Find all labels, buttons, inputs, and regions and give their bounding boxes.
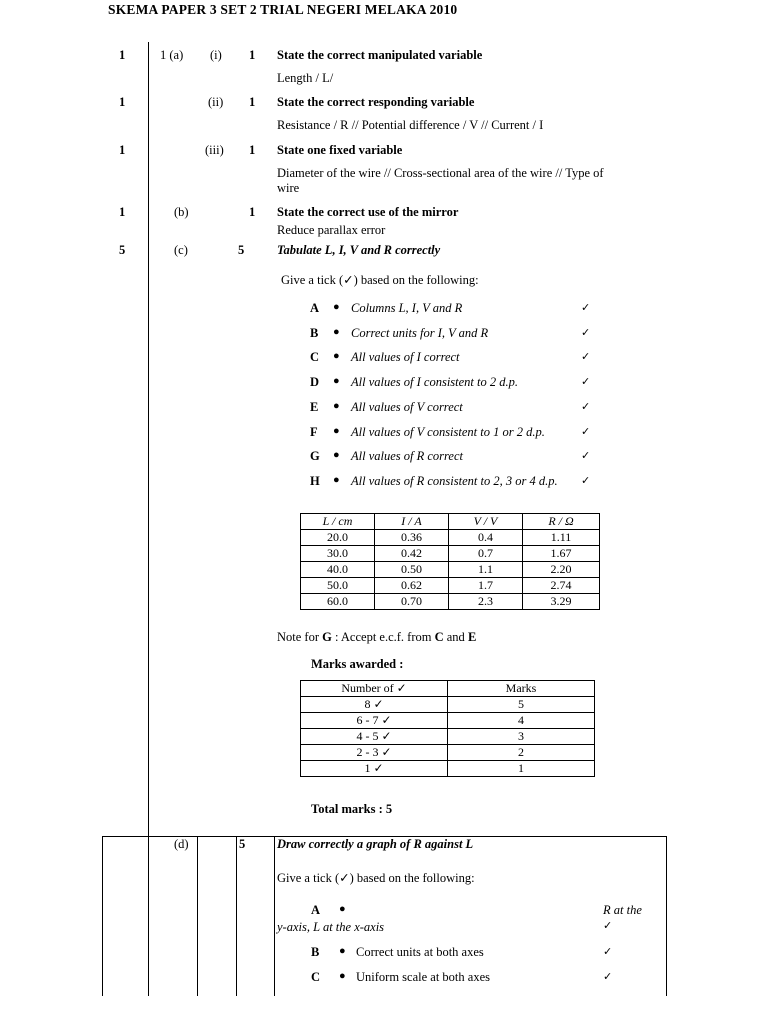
criterion-bullet: ● — [333, 301, 340, 313]
item-question: (b) — [174, 205, 189, 219]
criterion-letter: C — [311, 970, 321, 984]
criterion-text-right: R at the — [603, 903, 642, 917]
table-cell: 1 — [448, 761, 595, 777]
criterion-letter: G — [310, 449, 320, 463]
marks-awarded-label: Marks awarded : — [311, 657, 404, 671]
item-mark: 1 — [119, 48, 126, 62]
table-cell: 40.0 — [301, 562, 375, 578]
table-cell: 0.36 — [375, 530, 449, 546]
criterion-text: All values of R correct — [351, 449, 464, 463]
tick-mark: ✓ — [581, 326, 591, 339]
item-answer: Reduce parallax error — [277, 223, 386, 237]
table-cell: 5 — [448, 697, 595, 713]
table-cell: 0.7 — [449, 546, 523, 562]
table-row — [301, 729, 595, 745]
item-mark: 1 — [119, 95, 126, 109]
table-cell: 30.0 — [301, 546, 375, 562]
item-heading: State the correct use of the mirror — [277, 205, 459, 219]
criterion-letter: B — [311, 945, 320, 959]
table-row — [301, 578, 600, 594]
item-mark: 5 — [119, 243, 126, 257]
table-row — [301, 530, 600, 546]
table-row — [301, 594, 600, 610]
tick-instruction: Give a tick (✓) based on the following: — [281, 273, 479, 287]
table-cell: 4 — [448, 713, 595, 729]
criterion-text: All values of I consistent to 2 d.p. — [351, 375, 518, 389]
data-table — [300, 513, 600, 610]
table-cell: 1 ✓ — [301, 761, 448, 777]
criterion-letter: E — [310, 400, 319, 414]
table-cell: 20.0 — [301, 530, 375, 546]
criterion-bullet: ● — [333, 400, 340, 412]
criterion-bullet: ● — [333, 375, 340, 387]
page-title: SKEMA PAPER 3 SET 2 TRIAL NEGERI MELAKA 2010 — [108, 2, 458, 17]
table-cell: 4 - 5 ✓ — [301, 729, 448, 745]
tick-mark: ✓ — [581, 400, 591, 413]
item-points: 5 — [239, 837, 246, 851]
criterion-bullet: ● — [333, 474, 340, 486]
table-cell: 6 - 7 ✓ — [301, 713, 448, 729]
table-cell: 1.1 — [449, 562, 523, 578]
table-cell: 50.0 — [301, 578, 375, 594]
item-sub: (ii) — [208, 95, 224, 109]
total-marks: Total marks : 5 — [311, 802, 393, 816]
table-header: R / Ω — [523, 514, 600, 530]
criterion-letter: D — [310, 375, 320, 389]
table-cell: 0.70 — [375, 594, 449, 610]
criterion-letter: A — [311, 903, 321, 917]
table-cell: 8 ✓ — [301, 697, 448, 713]
item-answer: Resistance / R // Potential difference / V // Current / I — [277, 118, 544, 132]
item-heading: Draw correctly a graph of R against L — [277, 837, 474, 851]
note-and: and — [443, 630, 468, 644]
item-heading: State one fixed variable — [277, 143, 403, 157]
criterion-text: All values of V consistent to 1 or 2 d.p. — [351, 425, 545, 439]
criterion-letter: F — [310, 425, 318, 439]
item-answer-line2: wire — [277, 181, 300, 195]
table-cell: 2.20 — [523, 562, 600, 578]
table-header: I / A — [375, 514, 449, 530]
tick-mark: ✓ — [603, 970, 613, 983]
table-cell: 2.74 — [523, 578, 600, 594]
criterion-bullet: ● — [333, 326, 340, 338]
item-answer-line1: Diameter of the wire // Cross-sectional area of the wire // Type of — [277, 166, 604, 180]
table-header: Number of ✓ — [301, 681, 448, 697]
item-heading: Tabulate L, I, V and R correctly — [277, 243, 441, 257]
table-row — [301, 713, 595, 729]
item-points: 1 — [249, 143, 256, 157]
tick-mark: ✓ — [581, 474, 591, 487]
table-cell: 60.0 — [301, 594, 375, 610]
criterion-text: Uniform scale at both axes — [356, 970, 490, 984]
item-sub: (iii) — [205, 143, 224, 157]
table-cell: 2.3 — [449, 594, 523, 610]
table-header: Marks — [448, 681, 595, 697]
item-points: 5 — [238, 243, 245, 257]
criterion-text: Columns L, I, V and R — [351, 301, 463, 315]
table-row — [301, 546, 600, 562]
section-d-left-border — [102, 836, 103, 996]
table-cell: 0.4 — [449, 530, 523, 546]
table-row — [301, 697, 595, 713]
criterion-bullet: ● — [339, 945, 346, 957]
table-cell: 1.11 — [523, 530, 600, 546]
table-row — [301, 761, 595, 777]
criterion-bullet: ● — [333, 425, 340, 437]
criterion-bullet: ● — [333, 449, 340, 461]
item-sub: (i) — [210, 48, 222, 62]
tick-mark: ✓ — [603, 945, 613, 958]
criterion-bullet: ● — [333, 350, 340, 362]
criterion-bullet: ● — [339, 970, 346, 982]
table-cell: 0.42 — [375, 546, 449, 562]
note-g: G — [322, 630, 332, 644]
tick-mark: ✓ — [581, 350, 591, 363]
table-cell: 1.67 — [523, 546, 600, 562]
tick-mark: ✓ — [581, 449, 591, 462]
tick-mark: ✓ — [581, 425, 591, 438]
item-mark: 1 — [119, 205, 126, 219]
note-e: E — [467, 630, 477, 644]
criterion-text: Correct units at both axes — [356, 945, 484, 959]
table-header: L / cm — [301, 514, 375, 530]
item-question: (d) — [174, 837, 189, 851]
table-header: V / V — [449, 514, 523, 530]
item-answer: Length / L/ — [277, 71, 334, 85]
note-mid: : Accept e.c.f. from — [331, 630, 435, 644]
section-d-right-border — [666, 836, 667, 996]
item-heading: State the correct manipulated variable — [277, 48, 483, 62]
criterion-text: All values of R consistent to 2, 3 or 4 d.p. — [351, 474, 558, 488]
left-column-divider — [148, 42, 149, 837]
table-row — [301, 562, 600, 578]
criterion-bullet: ● — [339, 903, 346, 915]
table-cell: 0.62 — [375, 578, 449, 594]
criterion-text: All values of I correct — [351, 350, 460, 364]
tick-mark: ✓ — [581, 375, 591, 388]
table-cell: 2 — [448, 745, 595, 761]
item-mark: 1 — [119, 143, 126, 157]
table-cell: 3 — [448, 729, 595, 745]
tick-mark: ✓ — [581, 301, 591, 314]
table-cell: 2 - 3 ✓ — [301, 745, 448, 761]
criterion-text-line2: y-axis, L at the x-axis — [277, 920, 385, 934]
criterion-letter: H — [310, 474, 320, 488]
section-d-col-divider — [236, 836, 237, 996]
section-d-col-divider — [197, 836, 198, 996]
criterion-letter: B — [310, 326, 319, 340]
criterion-text: All values of V correct — [351, 400, 463, 414]
table-cell: 3.29 — [523, 594, 600, 610]
criterion-text: Correct units for I, V and R — [351, 326, 489, 340]
table-cell: 1.7 — [449, 578, 523, 594]
tick-instruction: Give a tick (✓) based on the following: — [277, 871, 475, 885]
criterion-letter: C — [310, 350, 320, 364]
tick-mark: ✓ — [603, 919, 613, 932]
item-question: 1 (a) — [160, 48, 184, 62]
item-points: 1 — [249, 48, 256, 62]
marks-table — [300, 680, 595, 777]
item-points: 1 — [249, 205, 256, 219]
criterion-letter: A — [310, 301, 320, 315]
item-points: 1 — [249, 95, 256, 109]
section-d-col-divider — [274, 836, 275, 996]
section-d-col-divider — [148, 836, 149, 996]
note-prefix: Note for — [277, 630, 323, 644]
table-row — [301, 745, 595, 761]
note-c: C — [434, 630, 444, 644]
note-text — [277, 630, 476, 645]
item-question: (c) — [174, 243, 188, 257]
table-cell: 0.50 — [375, 562, 449, 578]
item-heading: State the correct responding variable — [277, 95, 475, 109]
